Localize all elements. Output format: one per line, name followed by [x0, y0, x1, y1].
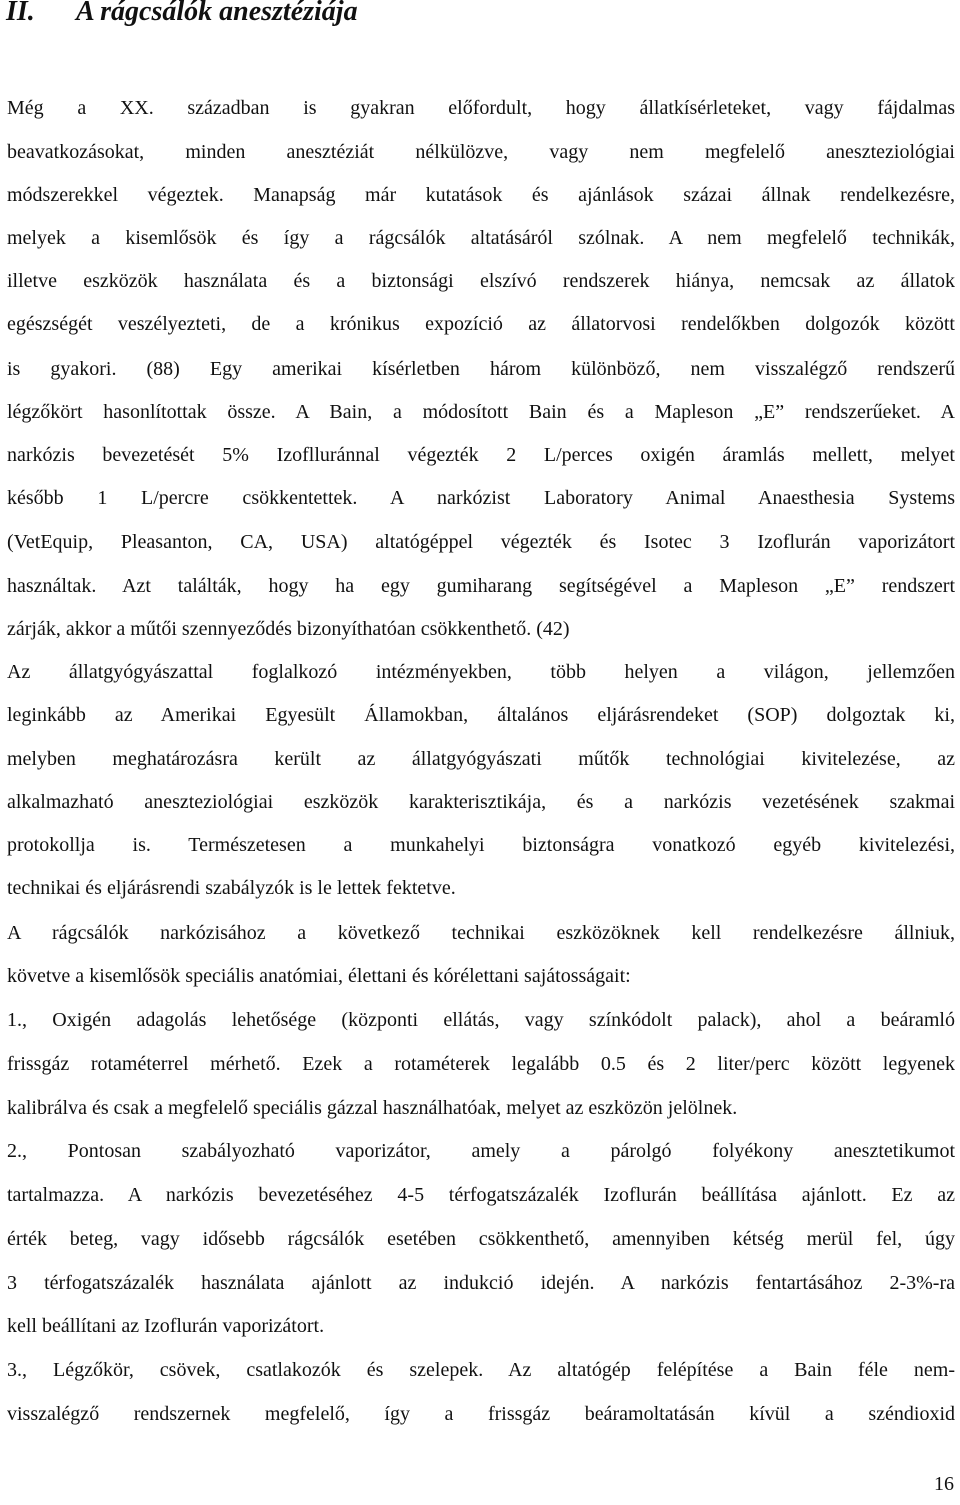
text-line: 3., Légzőkör, csövek, csatlakozók és szelepek. Az altatógép felépítése a Bain féle nem- — [7, 1359, 955, 1381]
text-line: alkalmazható aneszteziológiai eszközök karakterisztikája, és a narkózis vezetésének szakmai — [7, 791, 955, 813]
text-line: beavatkozásokat, minden anesztéziát nélkülözve, vagy nem megfelelő aneszteziológiai — [7, 141, 955, 163]
text-line: (VetEquip, Pleasanton, CA, USA) altatógéppel végezték és Isotec 3 Izoflurán vaporizátort — [7, 531, 955, 553]
text-line: illetve eszközök használata és a biztonsági elszívó rendszerek hiánya, nemcsak az állatok — [7, 270, 955, 292]
text-line: 2., Pontosan szabályozható vaporizátor, amely a párolgó folyékony anesztetikumot — [7, 1140, 955, 1162]
section-title: A rágcsálók anesztéziája — [76, 0, 358, 27]
section-heading — [6, 0, 358, 28]
text-line: Még a XX. században is gyakran előfordult, hogy állatkísérleteket, vagy fájdalmas — [7, 97, 955, 119]
text-line: érték beteg, vagy idősebb rágcsálók esetében csökkenthető, amennyiben kétség merül fel, úgy — [7, 1228, 955, 1250]
text-line: 1., Oxigén adagolás lehetősége (központi ellátás, vagy színkódolt palack), ahol a beáramló — [7, 1009, 955, 1031]
text-line: leginkább az Amerikai Egyesült Államokban, általános eljárásrendeket (SOP) dolgoztak ki, — [7, 704, 955, 726]
text-line: is gyakori. (88) Egy amerikai kísérletben három különböző, nem visszalégző rendszerű — [7, 358, 955, 380]
text-line: kalibrálva és csak a megfelelő speciális gázzal használhatóak, melyet az eszközön jelölnek. — [7, 1097, 738, 1119]
text-line: melyek a kisemlősök és így a rágcsálók altatásáról szólnak. A nem megfelelő technikák, — [7, 227, 955, 249]
text-line: egészségét veszélyezteti, de a krónikus expozíció az állatorvosi rendelőkben dolgozók között — [7, 313, 955, 335]
text-line: melyben meghatározásra került az állatgyógyászati műtők technológiai kivitelezése, az — [7, 748, 955, 770]
text-line: technikai és eljárásrendi szabályzók is le lettek fektetve. — [7, 877, 456, 899]
text-line: 3 térfogatszázalék használata ajánlott az indukció idején. A narkózis fentartásához 2-3%-ra — [7, 1272, 955, 1294]
text-line: Az állatgyógyászattal foglalkozó intézményekben, több helyen a világon, jellemzően — [7, 661, 955, 683]
text-line: légzőkört hasonlítottak össze. A Bain, a módosított Bain és a Mapleson „E” rendszerűeket. A — [7, 401, 955, 423]
text-line: zárják, akkor a műtői szennyeződés bizonyíthatóan csökkenthető. (42) — [7, 618, 570, 640]
page-number: 16 — [934, 1473, 954, 1495]
text-line: protokollja is. Természetesen a munkahelyi biztonságra vonatkozó egyéb kivitelezési, — [7, 834, 955, 856]
text-line: narkózis bevezetését 5% Izoflluránnal végezték 2 L/perces oxigén áramlás mellett, melyet — [7, 444, 955, 466]
text-line: kell beállítani az Izoflurán vaporizátort. — [7, 1315, 325, 1337]
text-line: követve a kisemlősök speciális anatómiai, élettani és kórélettani sajátosságait: — [7, 965, 631, 987]
text-line: később 1 L/percre csökkentettek. A narkózist Laboratory Animal Anaesthesia Systems — [7, 487, 955, 509]
text-line: módszerekkel végeztek. Manapság már kutatások és ajánlások százai állnak rendelkezésre, — [7, 184, 955, 206]
text-line: használtak. Azt találták, hogy ha egy gumiharang segítségével a Mapleson „E” rendszert — [7, 575, 955, 597]
text-line: tartalmazza. A narkózis bevezetéséhez 4-5 térfogatszázalék Izoflurán beállítása ajánlott. Ez az — [7, 1184, 955, 1206]
text-line: frissgáz rotaméterrel mérhető. Ezek a rotaméterek legalább 0.5 és 2 liter/perc között legyenek — [7, 1053, 955, 1075]
section-number: II. — [6, 0, 35, 27]
text-line: A rágcsálók narkózisához a következő technikai eszközöknek kell rendelkezésre állniuk, — [7, 922, 955, 944]
text-line: visszalégző rendszernek megfelelő, így a frissgáz beáramoltatásán kívül a széndioxid — [7, 1403, 955, 1425]
